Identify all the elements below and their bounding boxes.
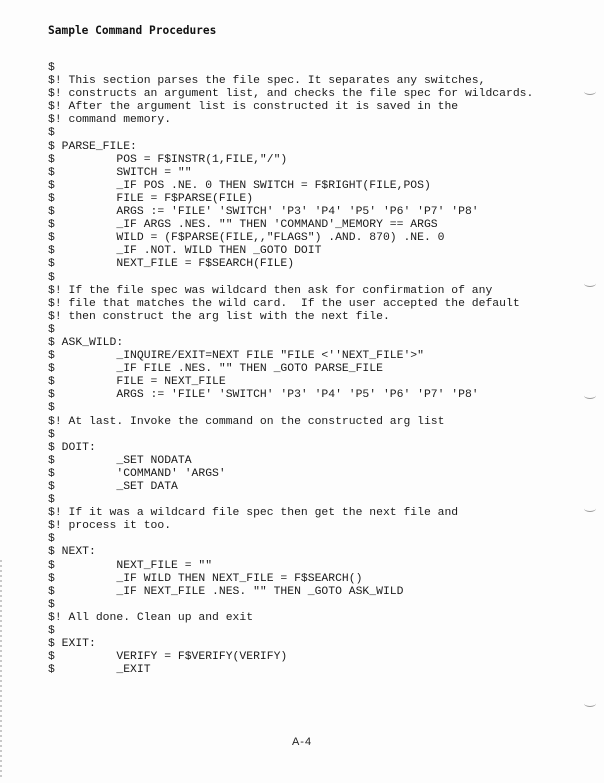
code-line: $ ARGS := 'FILE' 'SWITCH' 'P3' 'P4' 'P5' 'P6' 'P7' 'P8' (48, 389, 479, 402)
code-line: $ NEXT: (48, 546, 96, 559)
command-procedure-listing (48, 62, 588, 677)
code-line: $ (48, 598, 55, 611)
code-line: $ _EXIT (48, 664, 151, 677)
code-line: $ WILD = (F$PARSE(FILE,,"FLAGS") .AND. 870) .NE. 0 (48, 232, 445, 245)
code-line: $ (48, 271, 55, 284)
code-line: $ _IF .NOT. WILD THEN _GOTO DOIT (48, 245, 322, 258)
code-line: $ NEXT_FILE = "" (48, 559, 213, 572)
code-line: $ DOIT: (48, 441, 96, 454)
code-line: $ PARSE_FILE: (48, 140, 137, 153)
code-line: $ _IF ARGS .NES. "" THEN 'COMMAND'_MEMORY == ARGS (48, 219, 438, 232)
code-line: $ (48, 428, 55, 441)
code-line: $ _IF WILD THEN NEXT_FILE = F$SEARCH() (48, 572, 363, 585)
code-line: $ _IF FILE .NES. "" THEN _GOTO PARSE_FILE (48, 363, 383, 376)
code-line: $! If it was a wildcard file spec then get the next file and (48, 507, 459, 520)
code-line: $! process it too. (48, 520, 172, 533)
code-line: $ ARGS := 'FILE' 'SWITCH' 'P3' 'P4' 'P5' 'P6' 'P7' 'P8' (48, 206, 479, 219)
code-line: $ (48, 533, 55, 546)
code-line: $ ASK_WILD: (48, 336, 124, 349)
code-line: $ 'COMMAND' 'ARGS' (48, 467, 226, 480)
margin-mark (584, 280, 596, 287)
code-line: $ (48, 62, 55, 74)
code-line: $! At last. Invoke the command on the constructed arg list (48, 415, 445, 428)
code-line: $! If the file spec was wildcard then ask for confirmation of any (48, 284, 493, 297)
code-line: $ VERIFY = F$VERIFY(VERIFY) (48, 651, 288, 664)
code-line: $ SWITCH = "" (48, 166, 192, 179)
code-line: $ EXIT: (48, 638, 96, 651)
code-line: $! then construct the arg list with the next file. (48, 310, 390, 323)
code-line: $ (48, 127, 55, 140)
code-line: $ NEXT_FILE = F$SEARCH(FILE) (48, 258, 295, 271)
code-line: $ FILE = NEXT_FILE (48, 376, 226, 389)
margin-mark (584, 392, 596, 399)
code-line: $ (48, 494, 55, 507)
code-line: $ _IF NEXT_FILE .NES. "" THEN _GOTO ASK_WILD (48, 585, 404, 598)
code-line: $ FILE = F$PARSE(FILE) (48, 192, 254, 205)
code-line: $ (48, 625, 55, 638)
code-line: $! file that matches the wild card. If the user accepted the default (48, 297, 520, 310)
code-line: $ _SET NODATA (48, 454, 192, 467)
code-line: $ _INQUIRE/EXIT=NEXT FILE "FILE <''NEXT_FILE'>" (48, 350, 424, 363)
margin-mark (584, 700, 596, 707)
section-heading: Sample Command Procedures (48, 24, 217, 37)
code-line: $! constructs an argument list, and checks the file spec for wildcards. (48, 88, 534, 101)
code-line: $ _IF POS .NE. 0 THEN SWITCH = F$RIGHT(FILE,POS) (48, 179, 431, 192)
margin-mark (584, 88, 596, 95)
code-line: $ POS = F$INSTR(1,FILE,"/") (48, 153, 288, 166)
code-line: $! All done. Clean up and exit (48, 611, 254, 624)
code-line: $! command memory. (48, 114, 172, 127)
code-line: $! After the argument list is constructed it is saved in the (48, 101, 459, 114)
code-line: $ (48, 323, 55, 336)
code-line: $ _SET DATA (48, 481, 178, 493)
page-number: A-4 (291, 736, 313, 748)
margin-mark (584, 505, 596, 512)
code-line: $ (48, 402, 55, 415)
code-line: $! This section parses the file spec. It separates any switches, (48, 75, 486, 88)
